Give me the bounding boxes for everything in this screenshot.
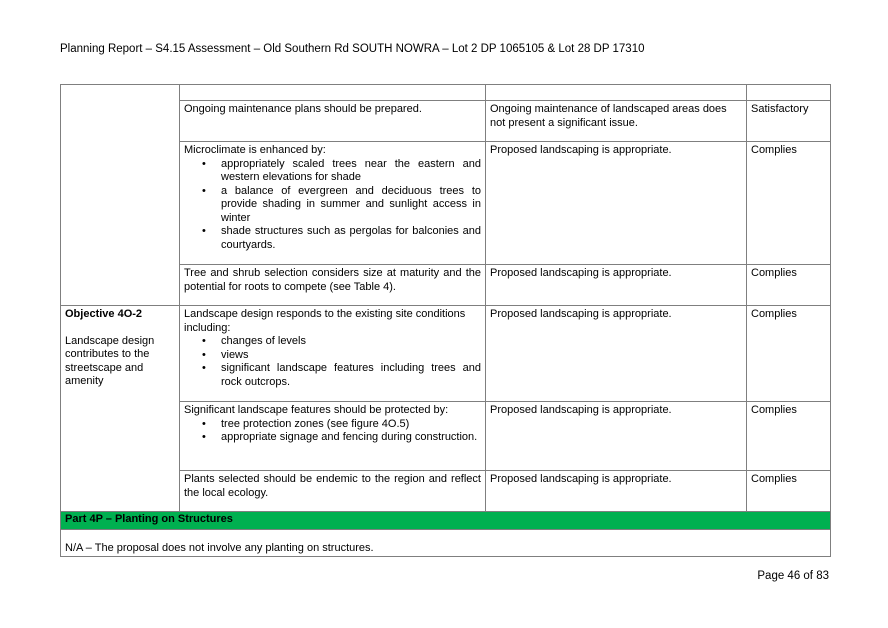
control-cell (180, 306, 486, 402)
page-number: Page 46 of 83 (757, 570, 829, 582)
control-cell: Tree and shrub selection considers size at maturity and the potential for roots to compete (see Table 4). (180, 265, 486, 306)
comment-cell: Proposed landscaping is appropriate. (486, 306, 747, 402)
list-item: • tree protection zones (see figure 4O.5) (184, 418, 481, 432)
bullet-list (184, 335, 481, 389)
control-cell: Ongoing maintenance plans should be prepared. (180, 101, 486, 142)
status-cell: Complies (747, 402, 831, 471)
table-row (61, 306, 831, 402)
table-row (61, 85, 831, 101)
status-cell: Complies (747, 265, 831, 306)
control-intro: Microclimate is enhanced by: (184, 144, 326, 156)
status-cell: Complies (747, 142, 831, 265)
comment-cell: Ongoing maintenance of landscaped areas does not present a significant issue. (486, 101, 747, 142)
list-item: • changes of levels (184, 335, 481, 349)
control-cell (180, 142, 486, 265)
list-item: • appropriately scaled trees near the eastern and western elevations for shade (184, 158, 481, 185)
list-item: • significant landscape features including trees and rock outcrops. (184, 362, 481, 389)
list-item: • appropriate signage and fencing during construction. (184, 431, 481, 445)
list-item: • views (184, 349, 481, 363)
section-heading-row (61, 512, 831, 530)
control-cell (180, 402, 486, 471)
bullet-list (184, 418, 481, 445)
status-cell: Satisfactory (747, 101, 831, 142)
status-cell: Complies (747, 471, 831, 512)
comment-cell: Proposed landscaping is appropriate. (486, 402, 747, 471)
control-cell: Plants selected should be endemic to the region and reflect the local ecology. (180, 471, 486, 512)
comment-cell: Proposed landscaping is appropriate. (486, 142, 747, 265)
list-item: • a balance of evergreen and deciduous trees to provide shading in summer and sunlight access in winter (184, 185, 481, 226)
comment-cell: Proposed landscaping is appropriate. (486, 471, 747, 512)
comment-cell: Proposed landscaping is appropriate. (486, 265, 747, 306)
status-cell: Complies (747, 306, 831, 402)
assessment-table (60, 84, 831, 557)
section-title: Part 4P – Planting on Structures (61, 512, 831, 530)
control-intro: Significant landscape features should be protected by: (184, 404, 449, 416)
objective-cell (61, 306, 180, 512)
objective-description: Landscape design contributes to the streetscape and amenity (65, 334, 155, 387)
page-header: Planning Report – S4.15 Assessment – Old Southern Rd SOUTH NOWRA – Lot 2 DP 1065105 & Lot 28 DP 17310 (60, 43, 645, 55)
bullet-list (184, 158, 481, 253)
section-note: N/A – The proposal does not involve any planting on structures. (61, 529, 831, 557)
control-intro: Landscape design responds to the existing site conditions including: (184, 308, 466, 334)
empty-objective-cell (61, 85, 180, 306)
objective-title: Objective 4O-2 (65, 308, 143, 320)
list-item: • shade structures such as pergolas for balconies and courtyards. (184, 225, 481, 252)
section-note-row (61, 529, 831, 557)
